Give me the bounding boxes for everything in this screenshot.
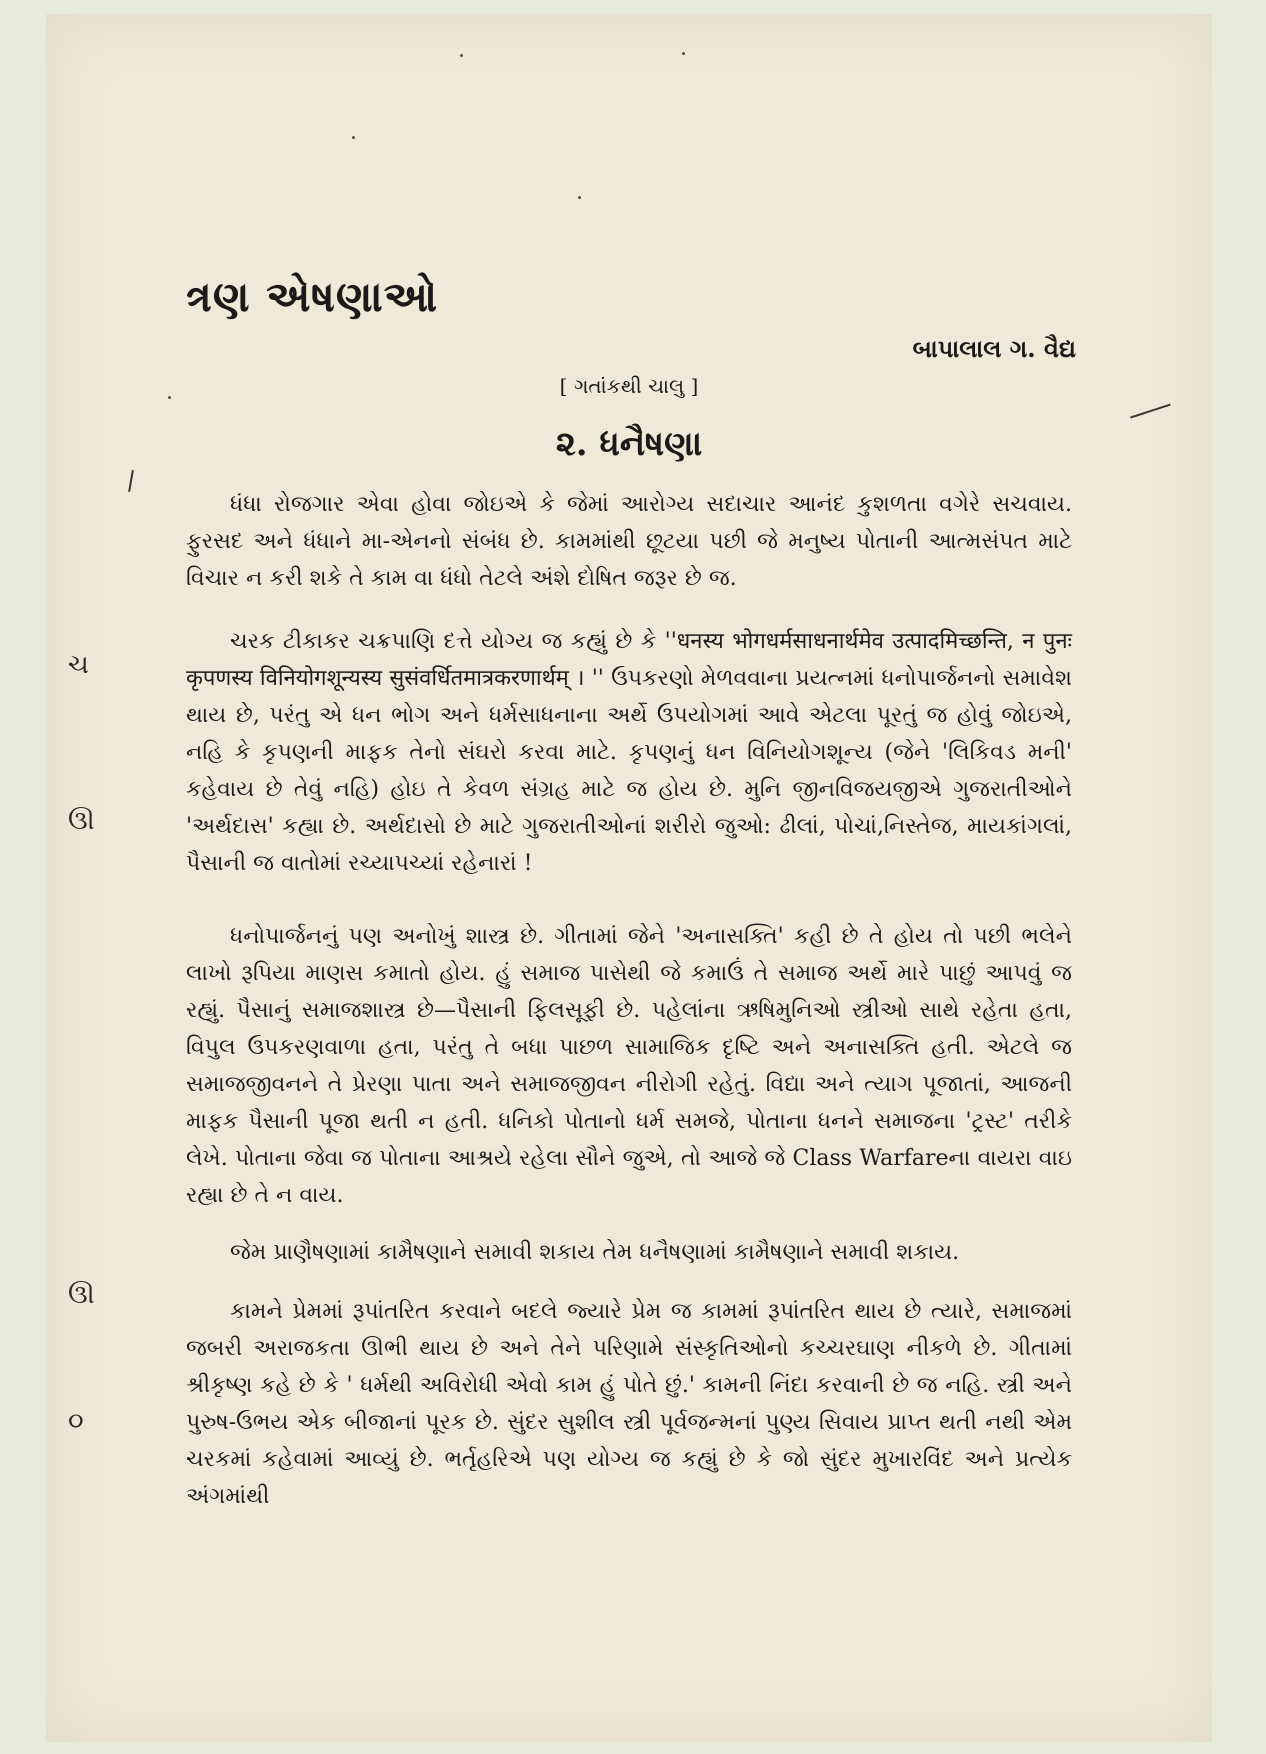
document-page bbox=[46, 14, 1212, 1742]
paper-speck bbox=[682, 52, 685, 55]
margin-annotation: ચ bbox=[68, 650, 89, 680]
margin-annotation: ઊ bbox=[68, 1280, 95, 1310]
pen-stroke-mark bbox=[1130, 404, 1172, 423]
body-paragraph: કામને પ્રેમમાં રૂપાંતરિત કરવાને બદલે જ્યારે પ્રેમ જ કામમાં રૂપાંતરિત થાય છે ત્યારે, સમાજમાં જબરી અરાજકતા ઊભી થાય છે અને તેને પરિણામે સંસ્કૃતિઓનો કચ્ચરઘાણ નીકળે છે. ગીતામાં શ્રીકૃષ્ણ કહે છે કે ' ધર્મથી અવિરોધી એવો કામ હું પોતે છું.' કામની નિંદા કરવાની છે જ નહિ. સ્ત્રી અને પુરુષ-ઉભય એક બીજાનાં પૂરક છે. સુંદર સુશીલ સ્ત્રી પૂર્વજન્મનાં પુણ્ય સિવાય પ્રાપ્ત થતી નથી એમ ચરકમાં કહેવામાં આવ્યું છે. ભર્તૃહરિએ પણ યોગ્ય જ કહ્યું છે કે જો સુંદર મુખારવિંદ અને પ્રત્યેક અંગમાંથી bbox=[186, 1299, 1072, 1509]
continued-note: [ ગતાંકથી ચાલુ ] bbox=[559, 374, 699, 398]
body-paragraph: ધંધા રોજગાર એવા હોવા જોઇએ કે જેમાં આરોગ્ય સદાચાર આનંદ કુશળતા વગેરે સચવાય. ફુરસદ અને ધંધાને મા-એનનો સંબંધ છે. કામમાંથી છૂટયા પછી જે મનુષ્ય પોતાની આત્મસંપત માટે વિચાર ન કરી શકે તે કામ વા ધંધો તેટલે અંશે દોષિત જરૂર છે જ. bbox=[186, 492, 1072, 591]
margin-annotation: ૦ bbox=[68, 1406, 84, 1436]
paper-speck bbox=[352, 136, 355, 139]
body-paragraph: ધનોપાર્જનનું પણ અનોખું શાસ્ત્ર છે. ગીતામાં જેને 'અનાસક્તિ' કહી છે તે હોય તો પછી ભલેને લાખો રૂપિયા માણસ કમાતો હોય. હું સમાજ પાસેથી જે કમાઉં તે સમાજ અર્થે મારે પાછું આપવું જ રહ્યું. પૈસાનું સમાજશાસ્ત્ર છે—પૈસાની ફિલસૂફી છે. પહેલાંના ઋષિમુનિઓ સ્ત્રીઓ સાથે રહેતા હતા, વિપુલ ઉપકરણવાળા હતા, પરંતુ તે બધા પાછળ સામાજિક દૃષ્ટિ અને અનાસક્તિ હતી. એટલે જ સમાજજીવનને તે પ્રેરણા પાતા અને સમાજજીવન નીરોગી રહેતું. વિદ્યા અને ત્યાગ પૂજાતાં, આજની માફક પૈસાની પૂજા થતી ન હતી. ધનિકો પોતાનો ધર્મ સમજે, પોતાના ધનને સમાજના 'ટ્રસ્ટ' તરીકે લેખે. પોતાના જેવા જ પોતાના આશ્રયે રહેલા સૌને જુએ, તો આજે જે Class Warfareના વાયરા વાઇ રહ્યા છે તે ન વાય. bbox=[186, 924, 1072, 1208]
section-heading: ૨. ધનૈષણા bbox=[555, 424, 703, 464]
body-paragraph: ચરક ટીકાકર ચક્રપાણિ દત્તે યોગ્ય જ કહ્યું છે કે ''धनस्य भोगधर्मसाधनार्थमेव उत्पादमिच्छन्ति, न पुनः कृपणस्य विनियोगशून्यस्य सुसंवर्धितमात्रकरणार्थम् । '' ઉપકરણો મેળવવાના પ્રયત્નમાં ધનોપાર્જનનો સમાવેશ થાય છે, પરંતુ એ ધન ભોગ અને ધર્મસાધનાના અર્થે ઉપયોગમાં આવે એટલા પૂરતું જ હોવું જોઇએ, નહિ કે કૃપણની માફક તેનો સંઘરો કરવા માટે. કૃપણનું ધન વિનિયોગશૂન્ય (જેને 'લિકિવડ મની' કહેવાય છે તેવું નહિ) હોઇ તે કેવળ સંગ્રહ માટે જ હોય છે. મુનિ જીનવિજયજીએ ગુજરાતીઓને 'અર્થદાસ' કહ્યા છે. અર્થદાસો છે માટે ગુજરાતીઓનાં શરીરો જુઓ: ઢીલાં, પોચાં,નિસ્તેજ, માયકાંગલાં, પૈસાની જ વાતોમાં રચ્યાપચ્યાં રહેનારાં ! bbox=[186, 629, 1072, 876]
paper-speck bbox=[460, 54, 463, 57]
article-body bbox=[186, 486, 1072, 1515]
pen-tick-mark bbox=[128, 470, 134, 492]
margin-annotation: ઊ bbox=[68, 806, 95, 836]
article-title: ત્રણ એષણાઓ bbox=[186, 272, 439, 321]
article-author: બાપાલાલ ગ. વૈદ્ય bbox=[912, 334, 1076, 363]
body-paragraph: જેમ પ્રાણૈષણામાં કામૈષણાને સમાવી શકાય તેમ ધનૈષણામાં કામૈષણાને સમાવી શકાય. bbox=[230, 1240, 960, 1265]
paper-speck bbox=[578, 196, 581, 199]
